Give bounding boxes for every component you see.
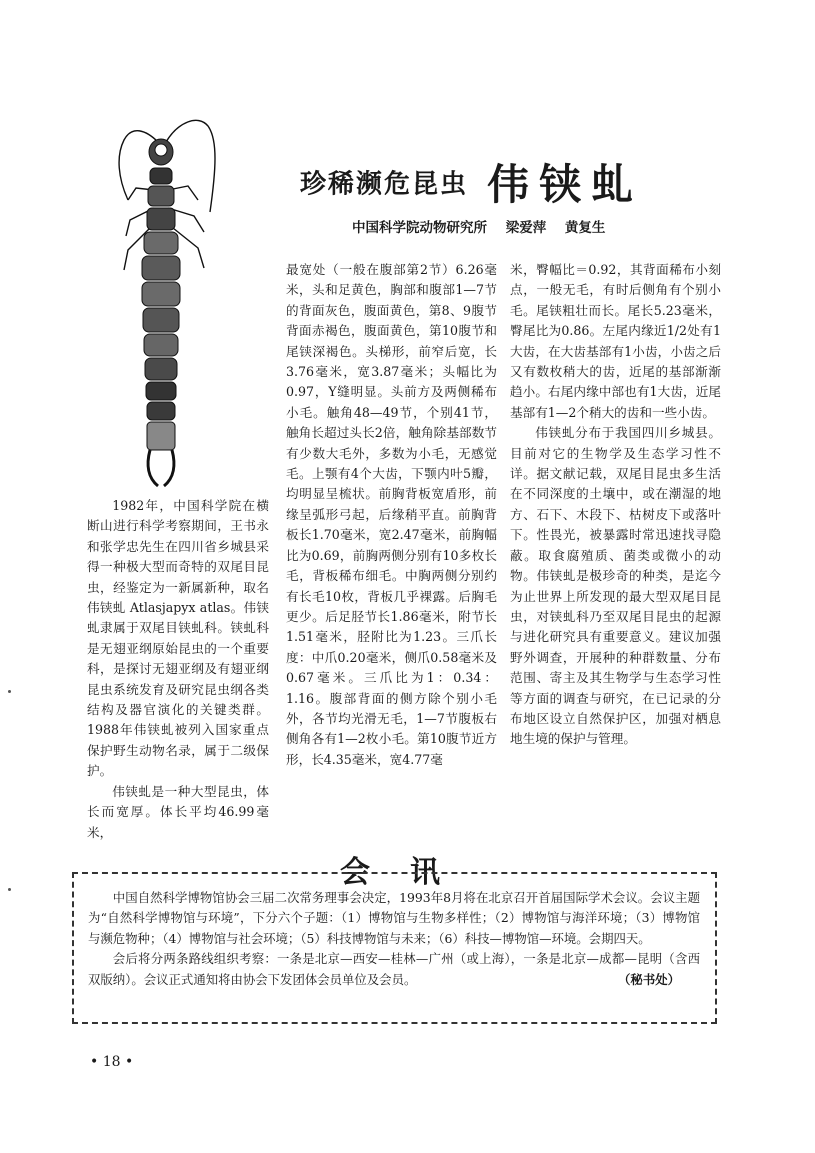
meeting-title: 会讯 xyxy=(340,855,480,890)
paragraph: 伟铗虬是一种大型昆虫，体长而宽厚。体长平均46.99毫米， xyxy=(87,783,269,840)
signature: （秘书处） xyxy=(618,971,680,987)
title-main: 伟铗虬 xyxy=(487,160,644,209)
article-title xyxy=(300,152,720,212)
paragraph xyxy=(88,949,700,990)
paragraph: 1982年，中国科学院在横断山进行科学考察期间，王书永和张学忠先生在四川省乡城县采得一种极大型而奇特的双尾目昆虫，经鉴定为一新属新种，取名伟铗虬 Atlasjapyx atlas。伟铗虬隶属于双尾目铗虬科。铗虬科是无翅亚纲原始昆虫的一个重要科，是探讨无翅亚纲及有翅亚纲昆虫系统发育及研究昆虫纲各类结构及器官演化的关键类群。1988年伟铗虬被列入国家重点保护野生动物名录，属于二级保护。 xyxy=(87,498,269,779)
author-name: 黄复生 xyxy=(564,220,606,236)
title-prefix: 珍稀濒危昆虫 xyxy=(300,169,469,200)
article-column-3 xyxy=(510,260,721,750)
paragraph-text: 会后将分两条路线组织考察：一条是北京—西安—桂林—广州（或上海），一条是北京—成都—昆明（含西双版纳）。会议正式通知将由协会下发团体会员单位及会员。 xyxy=(88,951,700,987)
article-column-2 xyxy=(286,260,497,770)
page-number: • 18 • xyxy=(90,1054,134,1070)
paragraph: 伟铗虬分布于我国四川乡城县。目前对它的生物学及生态学习性不详。据文献记载，双尾目昆虫多生活在不同深度的土壤中，或在潮湿的地方、石下、木段下、枯树皮下或落叶下。性畏光，被暴露时常迅速找寻隐蔽。取食腐殖质、菌类或微小的动物。伟铗虬是极珍奇的种类，是迄今为止世界上所发现的最大型双尾目昆虫，对铗虬科乃至双尾目昆虫的起源与进化研究具有重要意义。建议加强野外调查，开展种的种群数量、分布范围、寄主及其生物学与生态学习性等方面的调查与研究，在已记录的分布地区设立自然保护区，加强对栖息地生境的保护与管理。 xyxy=(510,425,721,747)
paragraph: 最宽处（一般在腹部第2节）6.26毫米，头和足黄色，胸部和腹部1—7节的背面灰色，腹面黄色，第8、9腹节背面赤褐色，腹面黄色，第10腹节和尾铗深褐色。头梯形，前窄后宽，长3.76毫米，宽3.87毫米；头幅比为0.97，Y缝明显。头前方及两侧稀布小毛。触角48—49节，个别41节，触角长超过头长2倍，触角除基部数节有少数大毛外，多数为小毛，无感觉毛。上颚有4个大齿，下颚内叶5瓣，均明显呈梳状。前胸背板宽盾形，前缘呈弧形弓起，后缘稍平直。前胸背板长1.70毫米，宽2.47毫米，前胸幅比为0.69，前胸两侧分别有10多枚长毛，背板稀布细毛。中胸两侧分别约有长毛10枚，背板几乎裸露。后胸毛更少。后足胫节长1.86毫米，附节长1.51毫米，胫附比为1.23。三爪长度：中爪0.20毫米，侧爪0.58毫米及0.67毫米。三爪比为1：0.34：1.16。腹部背面的侧方除个别小毛外，各节均光滑无毛，1—7节腹板右侧角各有1—2枚小毛。第10腹节近方形，长4.35毫米，宽4.77毫 xyxy=(286,262,497,767)
author-line xyxy=(352,216,652,236)
author-name: 梁爱萍 xyxy=(505,220,547,236)
scan-mark xyxy=(8,690,11,693)
article-column-1 xyxy=(87,496,269,843)
insect-illustration xyxy=(106,100,236,490)
meeting-notice-text xyxy=(88,888,700,990)
scan-mark xyxy=(8,888,11,891)
paragraph: 中国自然科学博物馆协会三届二次常务理事会决定，1993年8月将在北京召开首届国际学术会议。会议主题为“自然科学博物馆与环境”，下分六个子题：（1）博物馆与生物多样性；（2）博物馆与海洋环境；（3）博物馆与濒危物种；（4）博物馆与社会环境；（5）科技博物馆与未来；（6）科技—博物馆—环境。会期四天。 xyxy=(88,890,700,946)
paragraph: 米，臀幅比＝0.92，其背面稀布小刻点，一般无毛，有时后侧角有个别小毛。尾铗粗壮而长。尾长5.23毫米，臀尾比为0.86。左尾内缘近1/2处有1大齿，在大齿基部有1小齿，小齿之后又有数枚稍大的齿，近尾的基部渐渐趋小。右尾内缘中部也有1大齿，近尾基部有1—2个稍大的齿和一些小齿。 xyxy=(510,262,721,420)
institution: 中国科学院动物研究所 xyxy=(352,220,487,236)
